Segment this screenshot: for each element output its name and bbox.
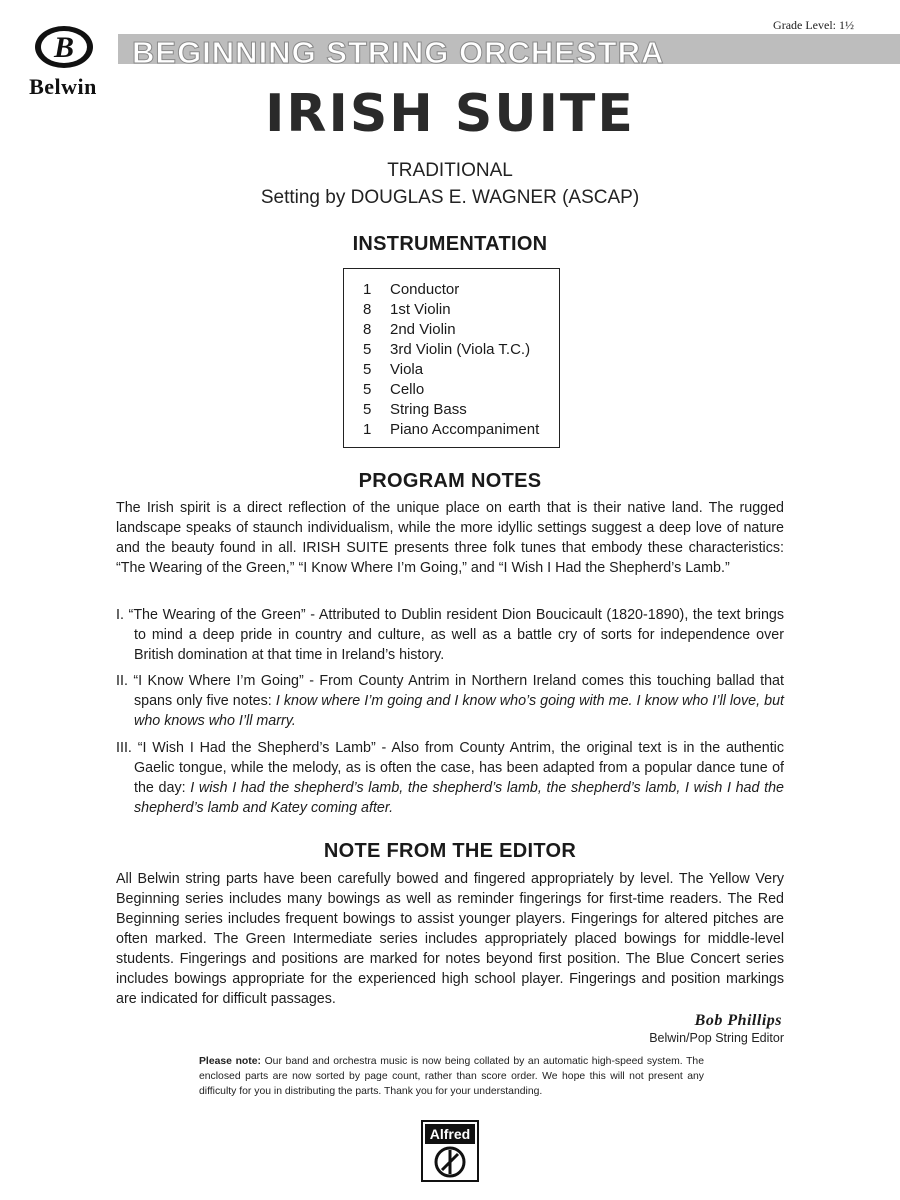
instrumentation-heading: INSTRUMENTATION [352, 233, 548, 255]
instrument-qty: 1 [363, 281, 372, 298]
program-note-lyric: I know where I’m going and I know who’s going with me. I know who I’ll love, but who knows who I’ll marry. [134, 693, 784, 729]
program-note-item [116, 605, 784, 665]
program-note-text: I. “The Wearing of the Green” - Attributed to Dublin resident Dion Boucicault (1820-1890), the text brings to mind a deep pride in country and culture, as well as a battle cry of sorts for independence over British domination at that time in Ireland’s history. [116, 607, 784, 663]
editor-note-body: All Belwin string parts have been carefully bowed and fingered appropriately by level. The Yellow Very Beginning series includes many bowings as well as reminder fingerings for first-time readers. The Red Beginning series includes frequent bowings to assist younger players. Fingerings for altered pitches are often marked. The Green Intermediate series includes appropriately placed bowings for middle-level students. Fingerings and positions are marked for notes beyond first position. The Blue Concert series includes bowings appropriate for the experienced high school player. Fingerings and position markings are indicated for difficult passages. [116, 871, 784, 1007]
grade-level: Grade Level: 1½ [773, 18, 854, 32]
alfred-logo-icon [421, 1120, 479, 1182]
program-note-text: II. “I Know Where I’m Going” - From County Antrim in Northern Ireland comes this touching ballad that spans only five notes: [116, 673, 784, 709]
svg-text:B: B [53, 31, 75, 64]
belwin-emblem-icon [34, 24, 94, 70]
program-note-item [116, 671, 784, 731]
instrument-name: 3rd Violin (Viola T.C.) [390, 341, 531, 358]
alfred-logo-text: Alfred [429, 1126, 471, 1142]
instrumentation-list [363, 280, 563, 440]
instrument-name: Conductor [390, 281, 460, 298]
program-notes-heading: PROGRAM NOTES [358, 470, 542, 492]
please-note-label: Please note: [199, 1056, 261, 1067]
instrument-qty: 5 [363, 361, 372, 378]
instrument-row [363, 280, 563, 300]
instrument-name: Piano Accompaniment [390, 421, 540, 438]
instrument-qty: 5 [363, 381, 372, 398]
instrument-row [363, 420, 563, 440]
instrument-qty: 5 [363, 341, 372, 358]
editor-role: Belwin/Pop String Editor [649, 1031, 784, 1045]
instrument-name: 2nd Violin [390, 321, 456, 338]
instrument-row [363, 320, 563, 340]
instrument-name: String Bass [390, 401, 467, 418]
instrument-row [363, 360, 563, 380]
editor-signature: Bob Phillips [694, 1012, 782, 1029]
program-note-text: III. “I Wish I Had the Shepherd’s Lamb” - Also from County Antrim, the original text is in the authentic Gaelic tongue, while the melody, as is often the case, has been adapted from a popular dance tune of the day: [116, 740, 784, 796]
instrument-row [363, 380, 563, 400]
please-note [199, 1054, 704, 1099]
instrument-qty: 1 [363, 421, 372, 438]
program-note-item [116, 738, 784, 818]
please-note-text: Our band and orchestra music is now being collated by an automatic high-speed system. The enclosed parts are now sorted by page count, rather than score order. We hope this will not present any difficulty for you in distributing the parts. Thank you for your understanding. [199, 1056, 704, 1097]
instrument-name: 1st Violin [390, 301, 451, 318]
instrument-row [363, 340, 563, 360]
instrument-qty: 8 [363, 301, 372, 318]
instrument-row [363, 400, 563, 420]
series-banner-text: BEGINNING STRING ORCHESTRA [132, 35, 665, 64]
composer-credit: TRADITIONAL [387, 160, 513, 181]
arranger-credit: Setting by DOUGLAS E. WAGNER (ASCAP) [260, 187, 640, 208]
instrument-qty: 5 [363, 401, 372, 418]
page-title: IRISH SUITE [265, 84, 635, 144]
program-notes-intro: The Irish spirit is a direct reflection of the unique place on earth that is their native land. The rugged landscape speaks of staunch individualism, while the more idyllic settings suggest a deep love of nature and the beauty found in all. IRISH SUITE presents three folk tunes that embody these characteristics: “The Wearing of the Green,” “I Know Where I’m Going,” and “I Wish I Had the Shepherd’s Lamb.” [116, 500, 784, 576]
instrument-row [363, 300, 563, 320]
editor-note-heading: NOTE FROM THE EDITOR [323, 840, 577, 862]
series-banner [118, 34, 900, 64]
instrument-name: Cello [390, 381, 425, 398]
program-note-lyric: I wish I had the shepherd’s lamb, the shepherd’s lamb, the shepherd’s lamb, I wish I had the shepherd’s lamb and Katey coming after. [134, 780, 785, 816]
belwin-wordmark: Belwin [29, 74, 97, 99]
instrument-qty: 8 [363, 321, 372, 338]
instrument-name: Viola [390, 361, 424, 378]
